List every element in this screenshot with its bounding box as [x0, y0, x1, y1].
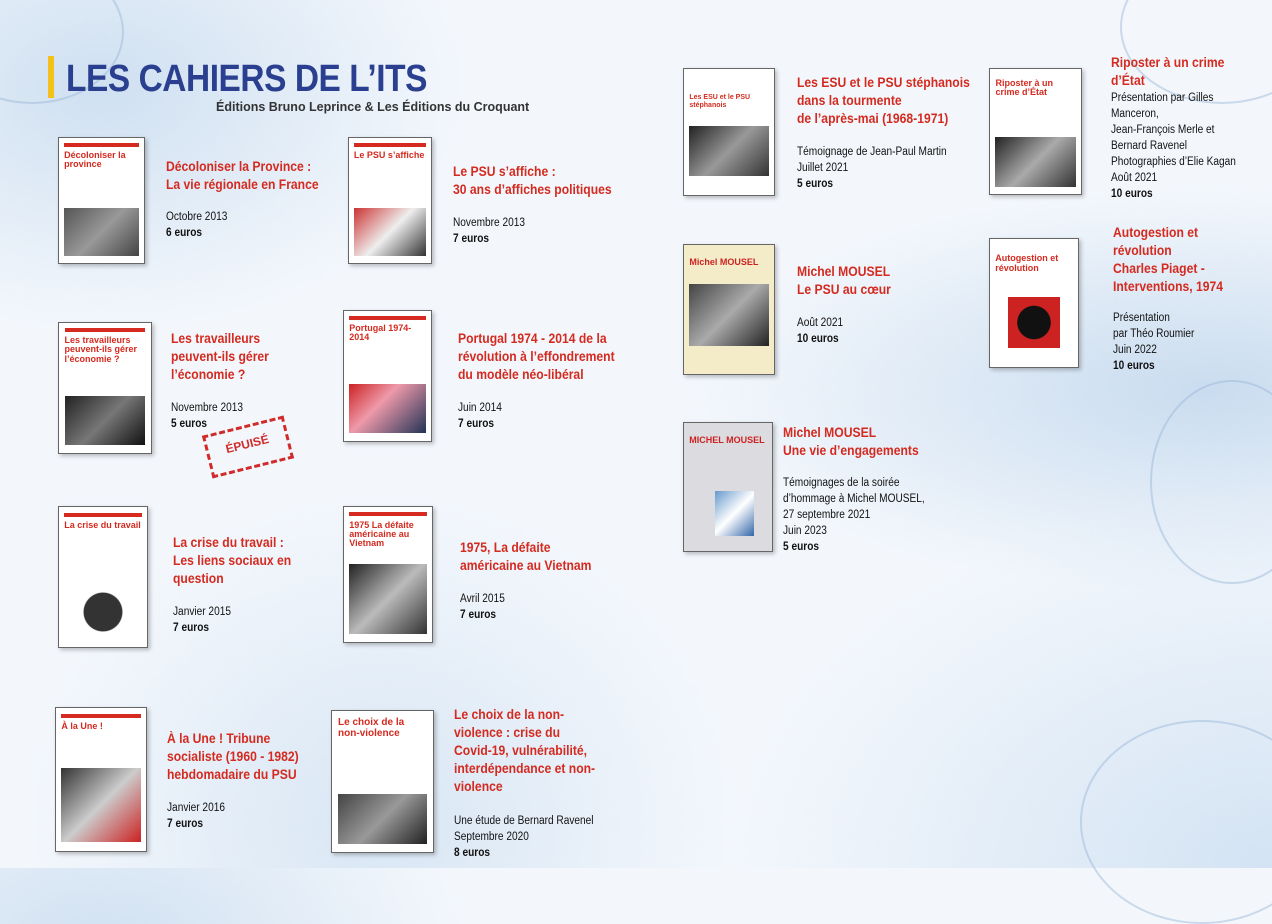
book-details: Une étude de Bernard Ravenel Septembre 2020 8 euros: [454, 815, 594, 859]
book-details: Témoignages de la soirée d’hommage à Michel MOUSEL, 27 septembre 2021 Juin 2023 5 euros: [783, 477, 925, 553]
book-title[interactable]: Le choix de la non- violence : crise du Covid-19, vulnérabilité, interdépendance et non- violence: [454, 707, 596, 794]
book-details: Novembre 2013 7 euros: [453, 217, 526, 245]
book-details: Octobre 2013 6 euros: [166, 211, 228, 239]
book-title[interactable]: La crise du travail : Les liens sociaux en question: [173, 535, 292, 586]
page-subtitle: Éditions Bruno Leprince & Les Éditions du Croquant: [216, 100, 530, 114]
book-title[interactable]: Michel MOUSEL Le PSU au cœur: [797, 264, 891, 297]
book-cover[interactable]: Riposter à un crime d’État: [989, 68, 1082, 195]
book-details: Novembre 2013 5 euros: [171, 402, 244, 430]
book-cover[interactable]: 1975 La défaite américaine au Vietnam: [343, 506, 433, 643]
book-cover[interactable]: Le PSU s’affiche: [348, 137, 432, 264]
book-details: Juin 2014 7 euros: [458, 402, 502, 430]
accent-bar: [48, 56, 54, 98]
book-title[interactable]: Les ESU et le PSU stéphanois dans la tourmente de l’après-mai (1968-1971): [797, 75, 970, 126]
book-details: Janvier 2015 7 euros: [173, 606, 231, 634]
book-cover[interactable]: Autogestion et révolution: [989, 238, 1079, 368]
book-cover[interactable]: Décoloniser la province: [58, 137, 145, 264]
floral-decoration: [1080, 720, 1272, 924]
book-details: Présentation par Théo Roumier Juin 2022 10 euros: [1113, 312, 1195, 372]
book-title[interactable]: Le PSU s’affiche : 30 ans d’affiches politiques: [453, 164, 612, 197]
book-details: Avril 2015 7 euros: [460, 593, 505, 621]
book-cover[interactable]: MICHEL MOUSEL: [683, 422, 773, 552]
book-title[interactable]: Portugal 1974 - 2014 de la révolution à l’effondrement du modèle néo-libéral: [458, 331, 615, 382]
book-title[interactable]: Riposter à un crime d’État: [1111, 55, 1225, 88]
book-cover[interactable]: La crise du travail: [58, 506, 148, 648]
book-cover[interactable]: À la Une !: [55, 707, 147, 852]
book-cover[interactable]: Les ESU et le PSU stéphanois: [683, 68, 775, 196]
book-title[interactable]: Autogestion et révolution Charles Piaget - Interventions, 1974: [1113, 225, 1224, 294]
book-cover[interactable]: Le choix de la non-violence: [331, 710, 434, 853]
book-title[interactable]: Michel MOUSEL Une vie d’engagements: [783, 425, 919, 458]
book-title[interactable]: À la Une ! Tribune socialiste (1960 - 1982) hebdomadaire du PSU: [167, 731, 299, 782]
book-title[interactable]: Décoloniser la Province : La vie régionale en France: [166, 159, 319, 192]
book-title[interactable]: Les travailleurs peuvent-ils gérer l’économie ?: [171, 331, 269, 382]
book-details: Août 2021 10 euros: [797, 317, 844, 345]
book-cover[interactable]: Les travailleurs peuvent-ils gérer l’économie ?: [58, 322, 152, 454]
page-title: LES CAHIERS DE L’ITS: [66, 58, 427, 100]
book-cover[interactable]: Michel MOUSEL: [683, 244, 775, 375]
book-cover[interactable]: Portugal 1974-2014: [343, 310, 432, 442]
out-of-print-stamp: ÉPUISÉ: [202, 415, 294, 478]
book-title[interactable]: 1975, La défaite américaine au Vietnam: [460, 540, 592, 573]
book-details: Présentation par Gilles Manceron, Jean-François Merle et Bernard Ravenel Photographies d’Elie Kagan Août 2021 10 euros: [1111, 92, 1236, 200]
book-details: Témoignage de Jean-Paul Martin Juillet 2021 5 euros: [797, 146, 947, 190]
book-details: Janvier 2016 7 euros: [167, 802, 225, 830]
floral-decoration: [1150, 380, 1272, 584]
